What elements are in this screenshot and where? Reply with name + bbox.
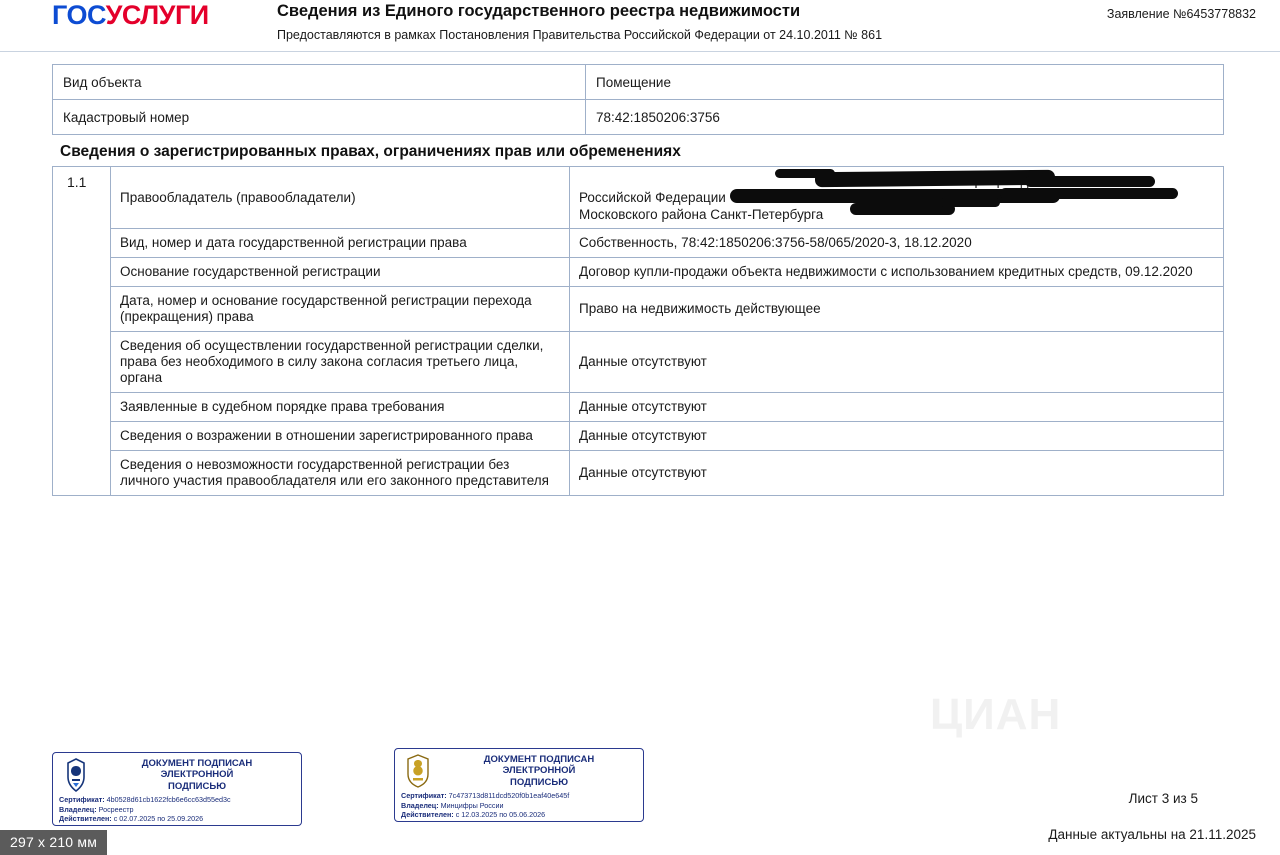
table-row bbox=[111, 451, 1223, 496]
rights-row-number: 1.1 bbox=[53, 167, 111, 495]
stamp-heading-line1: ДОКУМЕНТ ПОДПИСАН bbox=[483, 753, 595, 765]
rosreestr-emblem-icon bbox=[59, 757, 93, 793]
objection-label: Сведения о возражении в отношении зарегистрированного права bbox=[111, 422, 570, 451]
rightholder-line-2: Российской Федерации bbox=[579, 190, 726, 205]
stamp-certificate bbox=[401, 791, 637, 801]
stamp-owner bbox=[401, 801, 637, 811]
object-type-value: Помещение bbox=[586, 65, 1224, 100]
redaction-mark bbox=[850, 203, 955, 215]
rights-table-wrapper bbox=[52, 166, 1224, 496]
stamp-validity-value: с 02.07.2025 по 25.09.2026 bbox=[113, 814, 204, 823]
stamp-heading bbox=[441, 754, 637, 789]
table-row bbox=[111, 258, 1223, 287]
stamp-heading-line3: ПОДПИСЬЮ bbox=[167, 780, 226, 792]
coat-of-arms-icon bbox=[401, 753, 435, 789]
page-subtitle: Предоставляются в рамках Постановления Правительства Российской Федерации от 24.10.2011 № 861 bbox=[277, 28, 883, 42]
application-number: Заявление №6453778832 bbox=[1106, 7, 1256, 21]
stamp-top-row bbox=[395, 749, 643, 791]
redaction-mark bbox=[1000, 188, 1178, 199]
table-row bbox=[111, 287, 1223, 332]
header-title-block bbox=[277, 1, 1037, 44]
stamp-certificate-label: Сертификат: bbox=[401, 791, 447, 800]
stamp-heading-line3: ПОДПИСЬЮ bbox=[509, 776, 568, 788]
court-claims-value: Данные отсутствуют bbox=[570, 393, 1224, 422]
redaction-mark bbox=[1025, 176, 1155, 187]
no-personal-participation-value: Данные отсутствуют bbox=[570, 451, 1224, 496]
stamp-certificate-label: Сертификат: bbox=[59, 795, 105, 804]
stamp-heading-line2: ЭЛЕКТРОННОЙ bbox=[502, 765, 576, 777]
signature-stamp-rosreestr bbox=[52, 752, 302, 826]
stamp-validity bbox=[59, 814, 295, 824]
stamp-owner-label: Владелец: bbox=[59, 804, 97, 814]
stamp-owner-label: Владелец: bbox=[401, 800, 439, 810]
court-claims-label: Заявленные в судебном порядке права требования bbox=[111, 393, 570, 422]
object-info-table bbox=[52, 64, 1224, 135]
registration-type-label: Вид, номер и дата государственной регистрации права bbox=[111, 229, 570, 258]
redaction-mark bbox=[815, 170, 1055, 188]
table-row bbox=[111, 422, 1223, 451]
stamp-heading bbox=[99, 758, 295, 793]
stamp-validity-label: Действителен: bbox=[401, 810, 454, 819]
table-row bbox=[111, 332, 1223, 393]
stamp-certificate bbox=[59, 795, 295, 805]
rightholder-value bbox=[570, 167, 1224, 229]
rights-table bbox=[111, 167, 1223, 495]
transfer-registration-label: Дата, номер и основание государственной регистрации перехода (прекращения) права bbox=[111, 287, 570, 332]
stamp-heading-line1: ДОКУМЕНТ ПОДПИСАН bbox=[141, 757, 253, 769]
cadastral-number-label: Кадастровый номер bbox=[53, 100, 586, 135]
cadastral-number-value: 78:42:1850206:3756 bbox=[586, 100, 1224, 135]
page-title: Сведения из Единого государственного реестра недвижимости bbox=[277, 2, 801, 20]
table-row bbox=[111, 229, 1223, 258]
table-row bbox=[111, 393, 1223, 422]
registration-basis-value: Договор купли-продажи объекта недвижимости с использованием кредитных средств, 09.12.2020 bbox=[570, 258, 1224, 287]
gosuslugi-logo bbox=[52, 0, 209, 31]
no-personal-participation-label: Сведения о невозможности государственной регистрации без личного участия правообладателя или его законного представителя bbox=[111, 451, 570, 496]
objection-value: Данные отсутствуют bbox=[570, 422, 1224, 451]
logo-text-gos: ГОС bbox=[52, 0, 106, 30]
stamp-owner-value: Росреестр bbox=[98, 804, 134, 814]
redaction-mark bbox=[940, 198, 1000, 207]
stamp-certificate-value: 7c473713d811dcd520f0b1eaf40e645f bbox=[448, 791, 570, 800]
page-size-badge: 297 x 210 мм bbox=[0, 830, 107, 855]
logo-text-uslugi: УСЛУГИ bbox=[105, 0, 209, 30]
data-actual-date: Данные актуальны на 21.11.2025 bbox=[1048, 827, 1256, 842]
stamp-details bbox=[395, 791, 643, 822]
deal-registration-label: Сведения об осуществлении государственной регистрации сделки, права без необходимого в силу закона согласия третьего лица, органа bbox=[111, 332, 570, 393]
stamp-owner bbox=[59, 805, 295, 815]
stamp-validity-value: с 12.03.2025 по 05.06.2026 bbox=[455, 810, 546, 819]
stamp-validity bbox=[401, 810, 637, 820]
stamp-validity-label: Действителен: bbox=[59, 814, 112, 823]
rightholder-line-3: Московского района Санкт-Петербурга bbox=[579, 207, 824, 222]
table-row bbox=[111, 167, 1223, 229]
section-title: Сведения о зарегистрированных правах, ограничениях прав или обременениях bbox=[60, 143, 681, 160]
table-row bbox=[53, 100, 1224, 135]
stamp-heading-line2: ЭЛЕКТРОННОЙ bbox=[160, 769, 234, 781]
object-type-label: Вид объекта bbox=[53, 65, 586, 100]
deal-registration-value: Данные отсутствуют bbox=[570, 332, 1224, 393]
stamp-details bbox=[53, 795, 301, 826]
registration-type-value: Собственность, 78:42:1850206:3756-58/065/2020-3, 18.12.2020 bbox=[570, 229, 1224, 258]
rightholder-label: Правообладатель (правообладатели) bbox=[111, 167, 570, 229]
stamp-top-row bbox=[53, 753, 301, 795]
page-number: Лист 3 из 5 bbox=[1128, 791, 1198, 806]
registration-basis-label: Основание государственной регистрации bbox=[111, 258, 570, 287]
stamp-owner-value: Минцифры России bbox=[440, 800, 504, 810]
watermark: ЦИАН bbox=[930, 690, 1062, 739]
stamp-certificate-value: 4b0528d61cb1622fcb6e6cc63d55ed3c bbox=[106, 795, 231, 804]
transfer-registration-value: Право на недвижимость действующее bbox=[570, 287, 1224, 332]
table-row bbox=[53, 65, 1224, 100]
document-header bbox=[0, 0, 1280, 52]
signature-stamp-mincifry bbox=[394, 748, 644, 822]
